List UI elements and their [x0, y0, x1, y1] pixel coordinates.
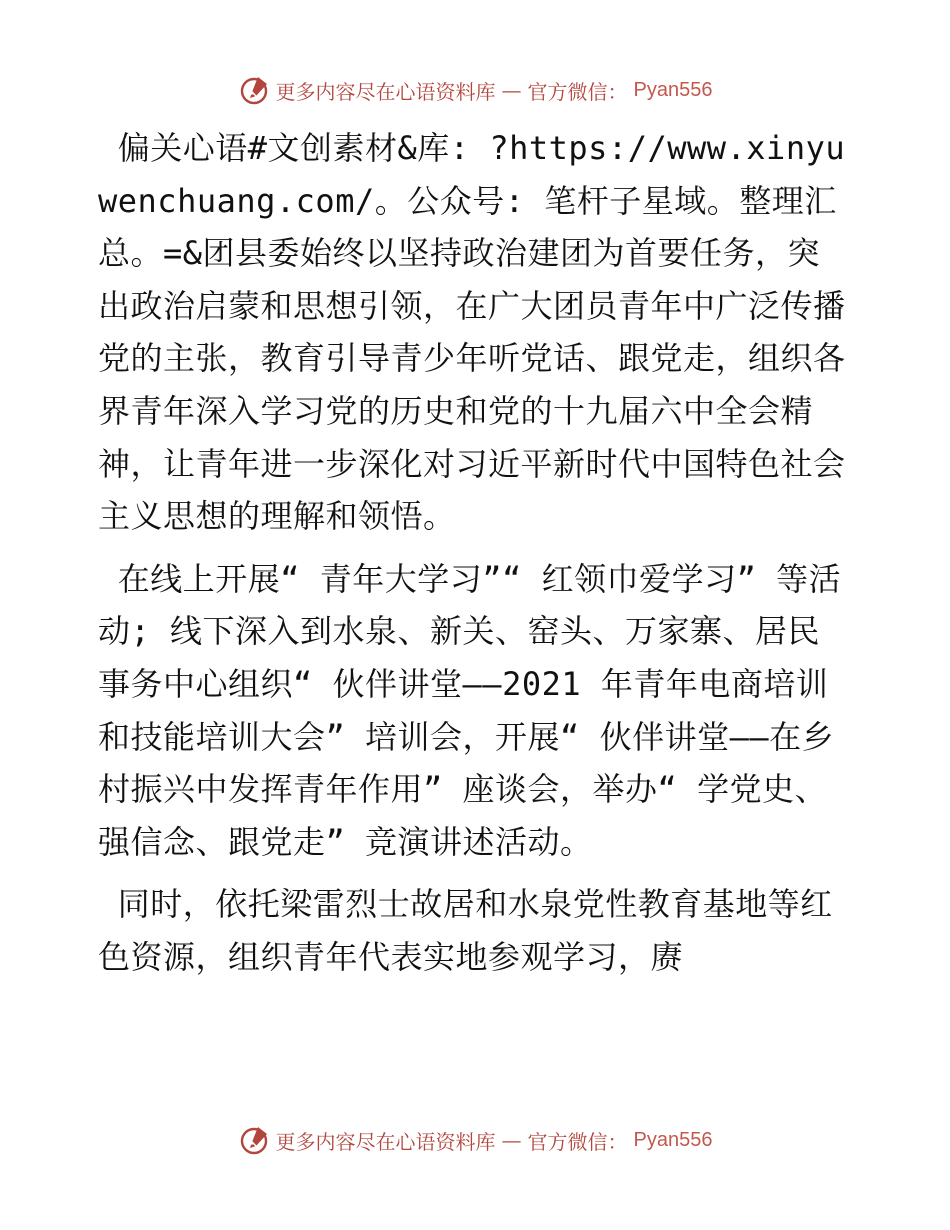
- document-body: [98, 122, 850, 994]
- page-header-watermark: [0, 74, 950, 106]
- page-footer-watermark: [0, 1124, 950, 1156]
- header-contact-id: Pyan556: [633, 78, 713, 101]
- footer-brand-text: 更多内容尽在心语资料库: [275, 1129, 496, 1154]
- quill-pen-circle-icon: [238, 74, 270, 106]
- body-paragraph-2: 在线上开展“ 青年大学习”“ 红领巾爱学习” 等活动; 线下深入到水泉、新关、窑头、万家寨、居民事务中心组织“ 伙伴讲堂——2021 年青年电商培训和技能培训大会” 培训会，开展“ 伙伴讲堂——在乡村振兴中发挥青年作用” 座谈会，举办“ 学党史、强信念、跟党走” 竞演讲述活动。: [98, 559, 842, 861]
- header-separator: —: [501, 78, 522, 102]
- footer-contact-id: Pyan556: [633, 1128, 713, 1151]
- header-contact-prefix: 官方微信：: [527, 79, 628, 104]
- footer-contact-prefix: 官方微信：: [527, 1129, 628, 1154]
- header-brand-text: 更多内容尽在心语资料库: [275, 79, 496, 104]
- quill-pen-circle-icon: [238, 1124, 270, 1156]
- footer-separator: —: [501, 1128, 522, 1152]
- body-paragraph-1: 偏关心语#文创素材&库: ?https://www.xinyuwenchuang.com/。公众号: 笔杆子星域。整理汇总。=&团县委始终以坚持政治建团为首要任务，突出政治启蒙和思想引领，在广大团员青年中广泛传播党的主张，教育引导青少年听党话、跟党走，组织各界青年深入学习党的历史和党的十九届六中全会精神，让青年进一步深化对习近平新时代中国特色社会主义思想的理解和领悟。: [98, 129, 846, 536]
- body-paragraph-3: 同时，依托梁雷烈士故居和水泉党性教育基地等红色资源，组织青年代表实地参观学习，赓: [98, 885, 833, 976]
